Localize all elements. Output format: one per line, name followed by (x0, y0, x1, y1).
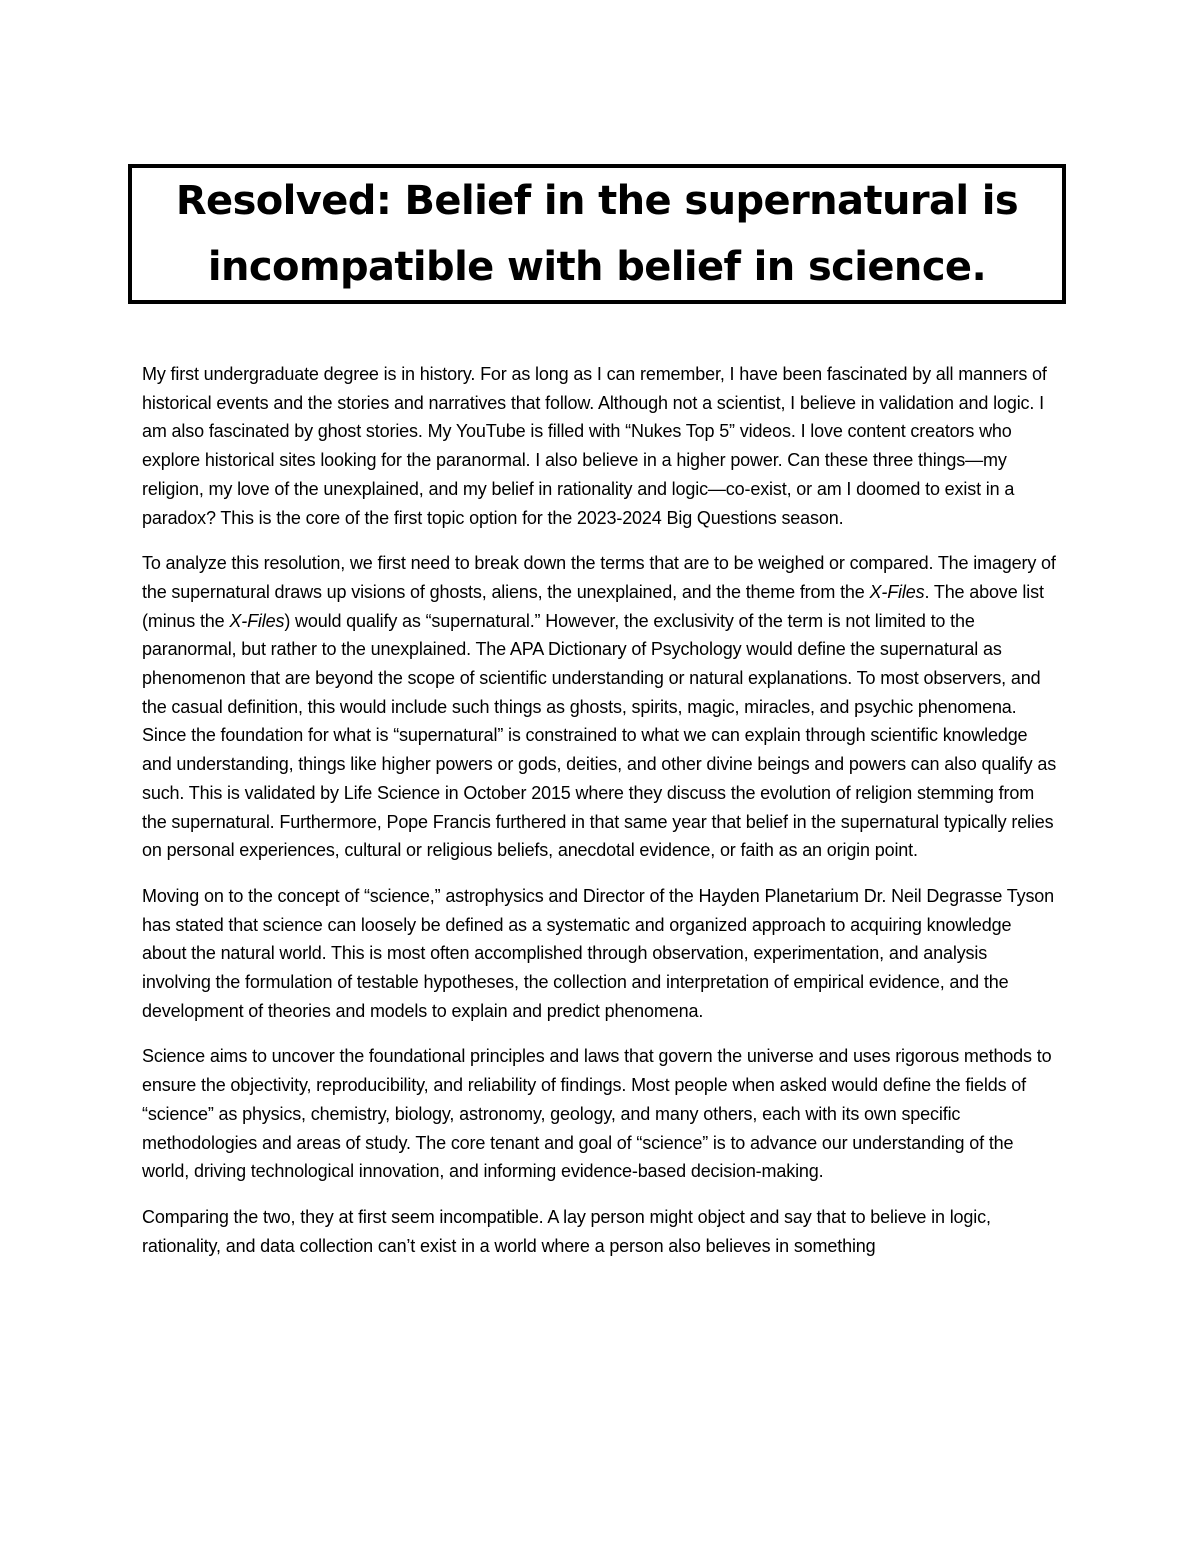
paragraph-supernatural-definition (142, 549, 1060, 865)
paragraph-text: ) would qualify as “supernatural.” However, the exclusivity of the term is not limited to the paranormal, but rather to the unexplained. The APA Dictionary of Psychology would define the supernatural as phenomenon that are beyond the scope of scientific understanding or natural explanations. To most observers, and the casual definition, this would include such things as ghosts, spirits, magic, miracles, and psychic phenomena. Since the foundation for what is “supernatural” is constrained to what we can explain through scientific knowledge and understanding, things like higher powers or gods, deities, and other divine beings and powers can also qualify as such. This is validated by Life Science in October 2015 where they discuss the evolution of religion stemming from the supernatural. Furthermore, Pope Francis furthered in that same year that belief in the supernatural typically relies on personal experiences, cultural or religious beliefs, anecdotal evidence, or faith as an origin point. (142, 610, 1057, 861)
paragraph-science-aims: Science aims to uncover the foundational principles and laws that govern the universe and uses rigorous methods to ensure the objectivity, reproducibility, and reliability of findings. Most people when asked would define the fields of “science” as physics, chemistry, biology, astronomy, geology, and many others, each with its own specific methodologies and areas of study. The core tenant and goal of “science” is to advance our understanding of the world, driving technological innovation, and informing evidence-based decision-making. (142, 1046, 1052, 1182)
document-body (142, 360, 1060, 1277)
paragraph-intro: My first undergraduate degree is in history. For as long as I can remember, I have been fascinated by all manners of historical events and the stories and narratives that follow. Although not a scientist, I believe in validation and logic. I am also fascinated by ghost stories. My YouTube is filled with “Nukes Top 5” videos. I love content creators who explore historical sites looking for the paranormal. I also believe in a higher power. Can these three things—my religion, my love of the unexplained, and my belief in rationality and logic—co-exist, or am I doomed to exist in a paradox? This is the core of the first topic option for the 2023-2024 Big Questions season. (142, 364, 1047, 528)
paragraph-text: To analyze this resolution, we first need to break down the terms that are to be weighed or compared. The imagery of the supernatural draws up visions of ghosts, aliens, the unexplained, and the theme from the (142, 553, 1056, 602)
title-box (128, 164, 1066, 304)
italic-title: X-Files (229, 610, 285, 631)
paragraph-text: . The above list (minus the (142, 581, 1044, 631)
paragraph-science-definition: Moving on to the concept of “science,” astrophysics and Director of the Hayden Planetarium Dr. Neil Degrasse Tyson has stated that science can loosely be defined as a systematic and organized approach to acquiring knowledge about the natural world. This is most often accomplished through observation, experimentation, and analysis involving the formulation of testable hypotheses, the collection and interpretation of empirical evidence, and the development of theories and models to explain and predict phenomena. (142, 885, 1055, 1021)
italic-title: X-Files (869, 581, 925, 602)
paragraph-comparison: Comparing the two, they at first seem incompatible. A lay person might object and say that to believe in logic, rationality, and data collection can’t exist in a world where a person also believes in something (142, 1206, 991, 1256)
document-title: Resolved: Belief in the supernatural is incompatible with belief in science. (175, 178, 1019, 290)
